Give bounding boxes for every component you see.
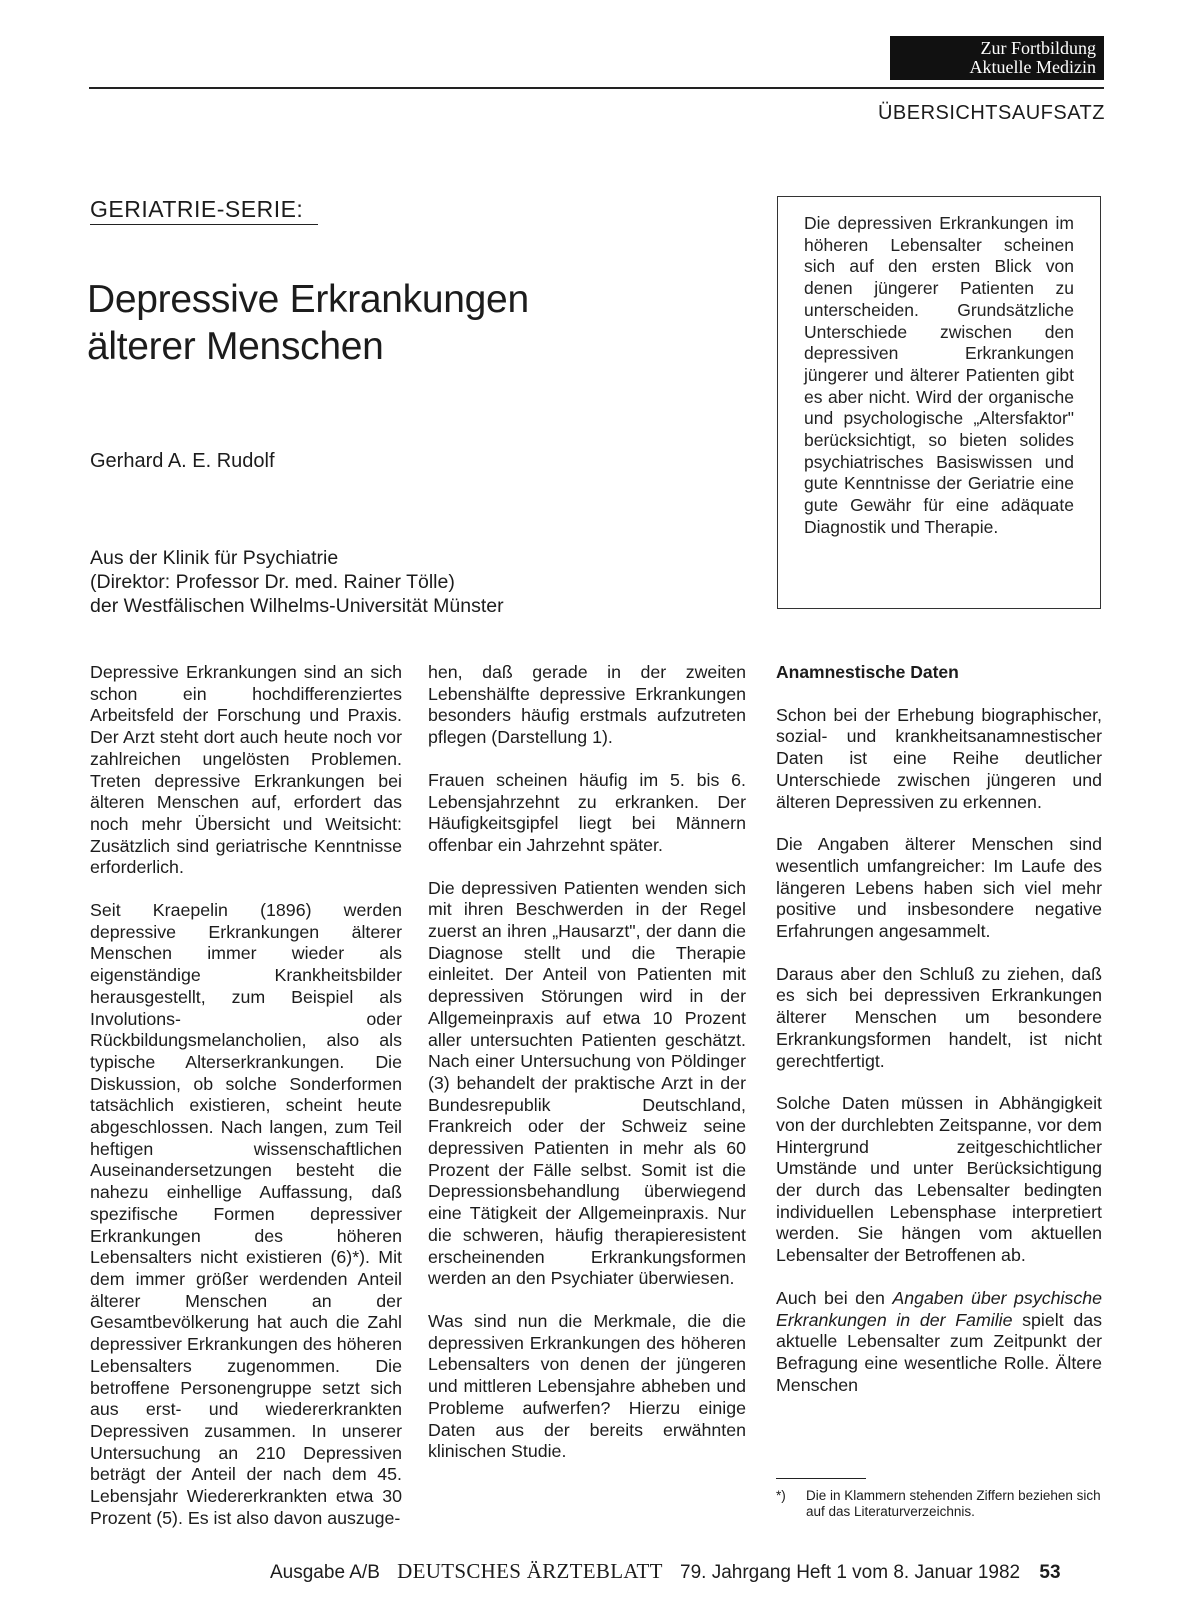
paragraph: Was sind nun die Merkmale, die die depressiven Erkrankungen des höheren Lebensalters von denen der jüngeren und mittleren Lebensjahre abheben und Probleme aufwerfen? Hierzu einige Daten aus der bereits erwähnten klinischen Studie. xyxy=(428,1310,746,1462)
footer-journal: DEUTSCHES ÄRZTEBLATT xyxy=(397,1559,663,1583)
paragraph: hen, daß gerade in der zweiten Lebenshälfte depressive Erkrankungen besonders häufig erstmals aufzutreten pflegen (Darstellung 1). xyxy=(428,662,746,748)
header-rule xyxy=(89,87,1104,89)
paragraph: Die Angaben älterer Menschen sind wesentlich umfangreicher: Im Laufe des längeren Lebens haben sich viel mehr positive und insbesondere negative Erfahrungen angesammelt. xyxy=(776,834,1102,942)
footer-issue: 79. Jahrgang Heft 1 vom 8. Januar 1982 xyxy=(680,1562,1021,1583)
article-title xyxy=(87,276,707,370)
affiliation-line-1: Aus der Klinik für Psychiatrie xyxy=(90,547,339,569)
paragraph: Solche Daten müssen in Abhängigkeit von der durchlebten Zeitspanne, vor dem Hintergrund zeitgeschichtlicher Umstände und unter Berücksichtigung der durch das Lebensalter bedingten individuellen Lebensphase interpretiert werden. Sie hängen vom aktuellen Lebensalter der Betroffenen ab. xyxy=(776,1093,1102,1266)
affiliation xyxy=(90,546,504,618)
author: Gerhard A. E. Rudolf xyxy=(90,450,275,472)
title-line-1: Depressive Erkrankungen xyxy=(87,278,529,321)
rubric-line-1: Zur Fortbildung xyxy=(980,38,1096,58)
rubric-badge xyxy=(890,36,1104,80)
section-heading: Anamnestische Daten xyxy=(776,662,959,682)
footnote-mark: *) xyxy=(776,1488,786,1503)
paragraph: Depressive Erkrankungen sind an sich schon ein hochdifferenziertes Arbeitsfeld der Forschung und Praxis. Der Arzt steht dort auch heute noch vor zahlreichen ungelösten Problemen. Treten depressive Erkrankungen bei älteren Menschen auf, erfordert das noch mehr Übersicht und Weitsicht: Zusätzlich sind geriatrische Kenntnisse erforderlich. xyxy=(90,662,402,878)
abstract-box: Die depressiven Erkrankungen im höheren Lebensalter scheinen sich auf den ersten Blick von denen jüngerer Patienten zu unterscheiden. Grundsätzliche Unterschiede zwischen den depressiven Erkrankungen jüngerer und älterer Patienten gibt es aber nicht. Wird der organische und psychologische „Altersfaktor" berücksichtigt, so bieten solides psychiatrisches Basiswissen und gute Kenntnisse der Geriatrie eine gute Gewähr für eine adäquate Diagnostik und Therapie. xyxy=(777,196,1101,609)
page-number: 53 xyxy=(1039,1562,1061,1583)
paragraph: Frauen scheinen häufig im 5. bis 6. Lebensjahrzehnt zu erkranken. Der Häufigkeitsgipfel liegt bei Männern offenbar ein Jahrzehnt später. xyxy=(428,769,746,855)
rubric-line-2: Aktuelle Medizin xyxy=(969,57,1096,77)
footnote-rule xyxy=(776,1478,866,1479)
page-footer xyxy=(270,1559,1061,1584)
footnote-text: Die in Klammern stehenden Ziffern beziehen sich auf das Literaturverzeichnis. xyxy=(806,1488,1101,1519)
series-underline xyxy=(90,224,318,225)
affiliation-line-2: (Direktor: Professor Dr. med. Rainer Tölle) xyxy=(90,571,455,593)
paragraph: Schon bei der Erhebung biographischer, sozial- und krankheitsanamnestischer Daten ist eine Reihe deutlicher Unterschiede zwischen jüngeren und älteren Depressiven zu erkennen. xyxy=(776,704,1102,812)
affiliation-line-3: der Westfälischen Wilhelms-Universität Münster xyxy=(90,595,504,617)
paragraph-text: Auch bei den xyxy=(776,1287,885,1308)
section-label: ÜBERSICHTSAUFSATZ xyxy=(877,102,1105,124)
paragraph: Die depressiven Patienten wenden sich mit ihren Beschwerden in der Regel zuerst an ihren „Hausarzt", der dann die Diagnose stellt und die Therapie einleitet. Der Anteil von Patienten mit depressiven Störungen wird in der Allgemeinpraxis auf etwa 10 Prozent aller untersuchten Patienten geschätzt. Nach einer Untersuchung von Pöldinger (3) behandelt der praktische Arzt in der Bundesrepublik Deutschland, Frankreich oder der Schweiz seine depressiven Patienten in mehr als 60 Prozent der Fälle selbst. Somit ist die Depressionsbehandlung überwiegend eine Tätigkeit der Allgemeinpraxis. Nur die schweren, häufig therapieresistent erscheinenden Erkrankungsformen werden an den Psychiater überwiesen. xyxy=(428,877,746,1289)
body-column-1 xyxy=(90,662,402,1550)
footer-edition: Ausgabe A/B xyxy=(270,1562,380,1583)
title-line-2: älterer Menschen xyxy=(87,325,384,368)
paragraph: Daraus aber den Schluß zu ziehen, daß es sich bei depressiven Erkrankungen älterer Menschen um besondere Erkrankungsformen handelt, ist nicht gerechtfertigt. xyxy=(776,963,1102,1071)
footnote xyxy=(776,1488,1102,1520)
paragraph: Seit Kraepelin (1896) werden depressive Erkrankungen älterer Menschen immer wieder als eigenständige Krankheitsbilder herausgestellt, zum Beispiel als Involutions- oder Rückbildungsmelancholien, also als typische Alterserkrankungen. Die Diskussion, ob solche Sonderformen tatsächlich existieren, scheint heute abgeschlossen. Nach langen, zum Teil heftigen wissenschaftlichen Auseinandersetzungen besteht die nahezu einhellige Auffassung, daß spezifische Formen depressiver Erkrankungen des höheren Lebensalters nicht existieren (6)*). Mit dem immer größer werdenden Anteil älterer Menschen an der Gesamtbevölkerung hat auch die Zahl depressiver Erkrankungen des höheren Lebensalters zugenommen. Die betroffene Personengruppe setzt sich aus erst- und wiedererkrankten Depressiven zusammen. In unserer Untersuchung an 210 Depressiven beträgt der Anteil der nach dem 45. Lebensjahr Wiedererkrankten etwa 30 Prozent (5). Es ist also davon auszuge- xyxy=(90,900,402,1528)
italic-phrase: Angaben über psychische Erkrankungen in der Familie xyxy=(776,1287,1102,1330)
series-label: GERIATRIE-SERIE: xyxy=(90,196,304,222)
paragraph-text: spielt das aktuelle Lebensalter zum Zeitpunkt der Befragung eine wesentliche Rolle. Ältere Menschen xyxy=(776,1309,1102,1395)
body-column-2 xyxy=(428,662,746,1484)
paragraph xyxy=(776,1288,1102,1397)
body-column-3 xyxy=(776,662,1102,1417)
